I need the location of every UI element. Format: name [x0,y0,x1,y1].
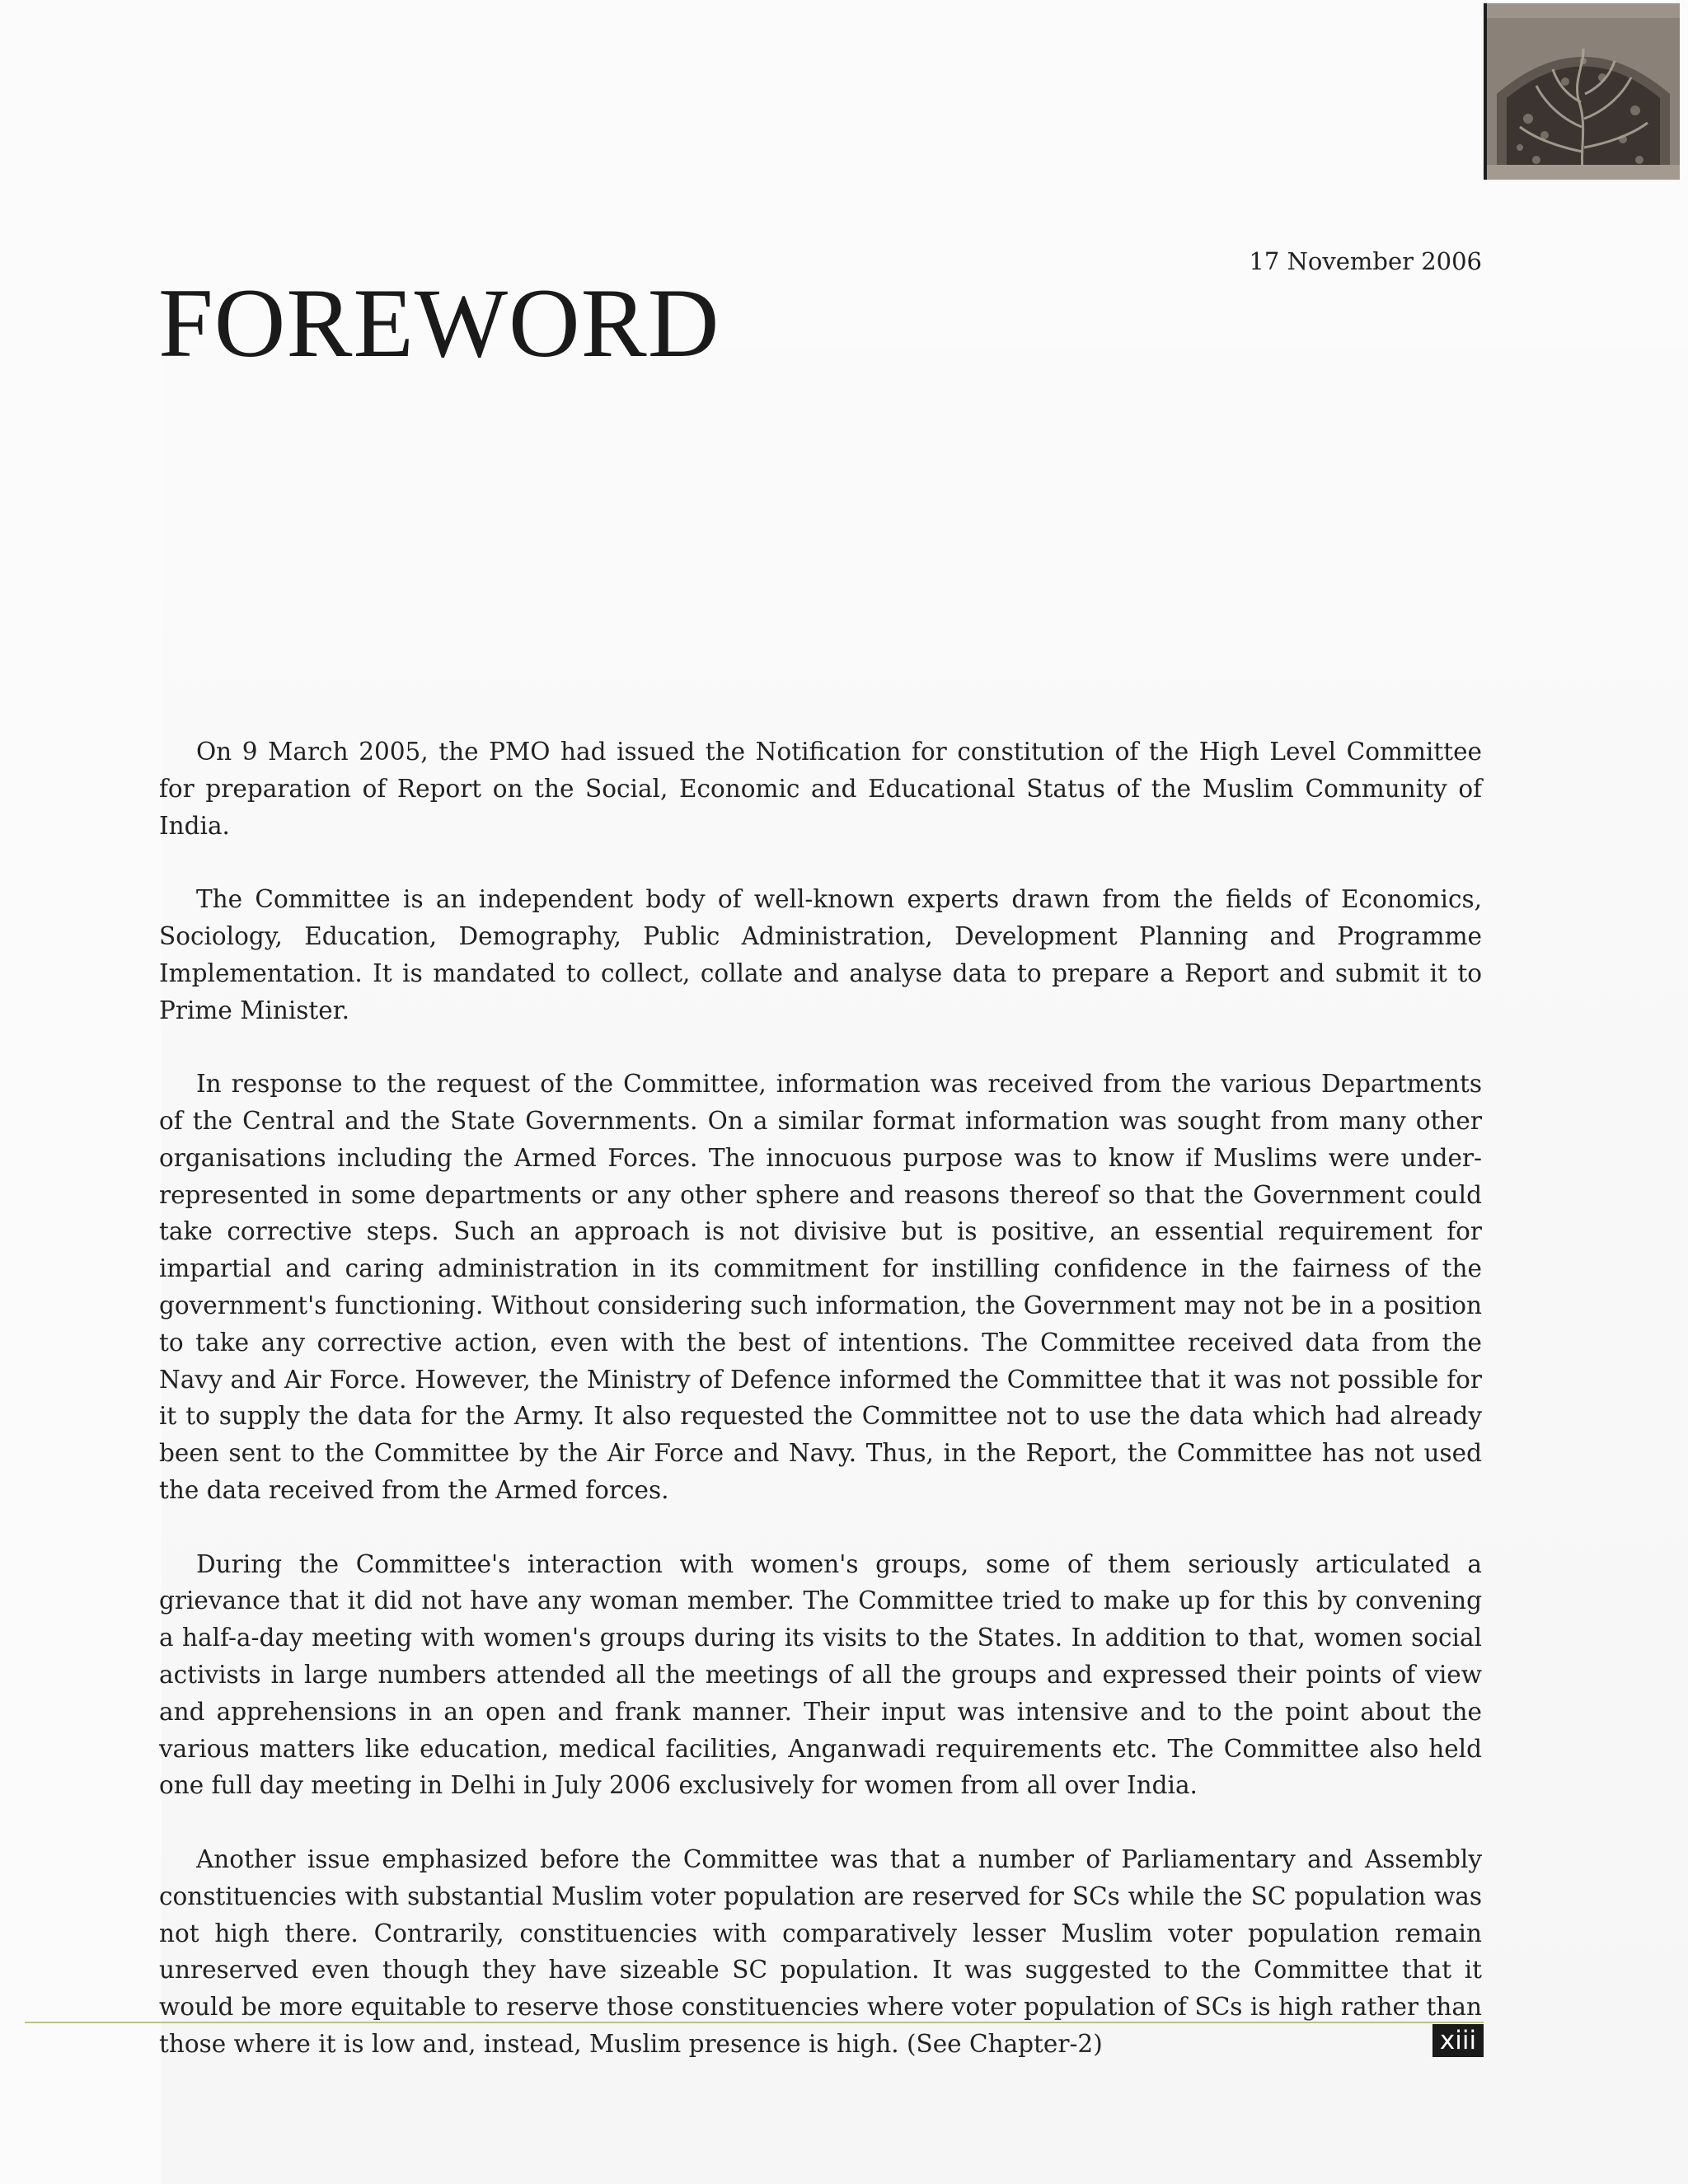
paragraph-committee-composition: The Committee is an independent body of well-known experts drawn from the fields of Economics, Sociology, Education, Demography, Public Administration, Development Planning and Programme Implementation. It is mandated to collect, collate and analyse data to prepare a Report and submit it to Prime Minister. [159,885,1482,1024]
foreword-body [159,733,1482,2099]
paragraph-constituencies: Another issue emphasized before the Committee was that a number of Parliamentary and Assembly constituencies with substantial Muslim voter population are reserved for SCs while the SC population was not high there. Contrarily, constituencies with comparatively lesser Muslim voter population remain unreserved even though they have sizeable SC population. It was suggested to the Committee that it would be more equitable to reserve those constituencies where voter population of SCs is high rather than those where it is low and, instead, Muslim presence is high. (See Chapter-2) [159,1844,1482,2058]
stone-lattice-window-icon [1487,3,1680,180]
foreword-date: 17 November 2006 [1249,247,1482,275]
page-title: FOREWORD [158,268,720,377]
paragraph-womens-groups: During the Committee's interaction with women's groups, some of them seriously articulated a grievance that it did not have any woman member. The Committee tried to make up for this by convening a half-a-day meeting with women's groups during its visits to the States. In addition to that, women social activists in large numbers attended all the meetings of all the groups and expressed their points of view and apprehensions in an open and frank manner. Their input was intensive and to the point about the various matters like education, medical facilities, Anganwadi requirements etc. The Committee also held one full day meeting in Delhi in July 2006 exclusively for women from all over India. [159,1549,1482,1800]
footer-rule [25,2022,1484,2023]
paragraph-notification: On 9 March 2005, the PMO had issued the Notification for constitution of the High Level Committee for preparation of Report on the Social, Economic and Educational Status of the Muslim Community of India. [159,738,1482,840]
paragraph-data-collection: In response to the request of the Committee, information was received from the various Departments of the Central and the State Governments. On a similar format information was sought from many other organisations including the Armed Forces. The innocuous purpose was to know if Muslims were under-represented in some departments or any other sphere and reasons thereof so that the Government could take corrective steps. Such an approach is not divisive but is positive, an essential requirement for impartial and caring administration in its commitment for instilling confidence in the fairness of the government's functioning. Without considering such information, the Government may not be in a position to take any corrective action, even with the best of intentions. The Committee received data from the Navy and Air Force. However, the Ministry of Defence informed the Committee that it was not possible for it to supply the data for the Army. It also requested the Committee not to use the data which had already been sent to the Committee by the Air Force and Navy. Thus, in the Report, the Committee has not used the data received from the Armed forces. [159,1070,1482,1504]
page-number: xiii [1432,2024,1484,2057]
arched-window-photo [1484,3,1680,180]
